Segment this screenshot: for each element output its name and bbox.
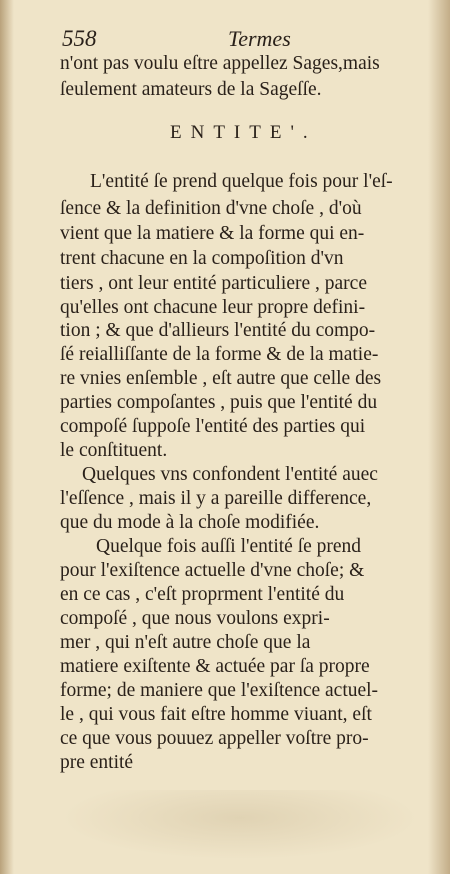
text-line: n'ont pas voulu eſtre appellez Sages,mais (60, 53, 380, 74)
text-line: en ce cas , c'eſt proprment l'entité du (60, 584, 345, 605)
text-line: compoſé ſuppoſe l'entité des parties qui (60, 416, 366, 437)
text-line: ſence & la definition d'vne choſe , d'où (60, 198, 362, 219)
text-line: trent chacune en la compoſition d'vn (60, 248, 344, 269)
text-line: L'entité ſe prend quelque fois pour l'eſ- (90, 171, 393, 192)
page-edge-shadow-left (0, 0, 14, 874)
text-line: ſeulement amateurs de la Sageſſe. (60, 79, 322, 100)
text-line: Quelques vns confondent l'entité auec (82, 464, 378, 485)
text-line: que du mode à la choſe modifiée. (60, 512, 320, 533)
text-line: re vnies enſemble , eſt autre que celle des (60, 368, 382, 389)
text-line: le conſtituent. (60, 440, 168, 461)
text-line: l'eſſence , mais il y a pareille difference, (60, 488, 372, 509)
paper-stain (60, 790, 420, 860)
text-line: qu'elles ont chacune leur propre defini- (60, 297, 366, 318)
text-line: vient que la matiere & la forme qui en- (60, 223, 365, 244)
text-line: ſé reialliſſante de la forme & de la matie- (60, 344, 379, 365)
text-line: le , qui vous fait eſtre homme viuant, eſt (60, 704, 372, 725)
text-line: parties compoſantes , puis que l'entité du (60, 392, 378, 413)
page-edge-shadow-right (428, 0, 450, 874)
text-line: ce que vous pouuez appeller voſtre pro- (60, 728, 369, 749)
text-line: pre entité (60, 752, 134, 773)
page-number: 558 (62, 26, 97, 51)
running-title: Termes (228, 26, 291, 51)
text-line: forme; de maniere que l'exiſtence actuel- (60, 680, 379, 701)
text-line: pour l'exiſtence actuelle d'vne choſe; & (60, 560, 365, 581)
text-line: compoſé , que nous voulons expri- (60, 608, 330, 629)
text-line: tion ; & que d'allieurs l'entité du compo- (60, 320, 376, 341)
text-line: mer , qui n'eſt autre choſe que la (60, 632, 311, 653)
text-line: tiers , ont leur entité particuliere , parce (60, 273, 367, 294)
text-line: Quelque fois auſſi l'entité ſe prend (96, 536, 362, 557)
text-line: matiere exiſtente & actuée par ſa propre (60, 656, 370, 677)
section-heading: ENTITE'. (170, 122, 317, 143)
